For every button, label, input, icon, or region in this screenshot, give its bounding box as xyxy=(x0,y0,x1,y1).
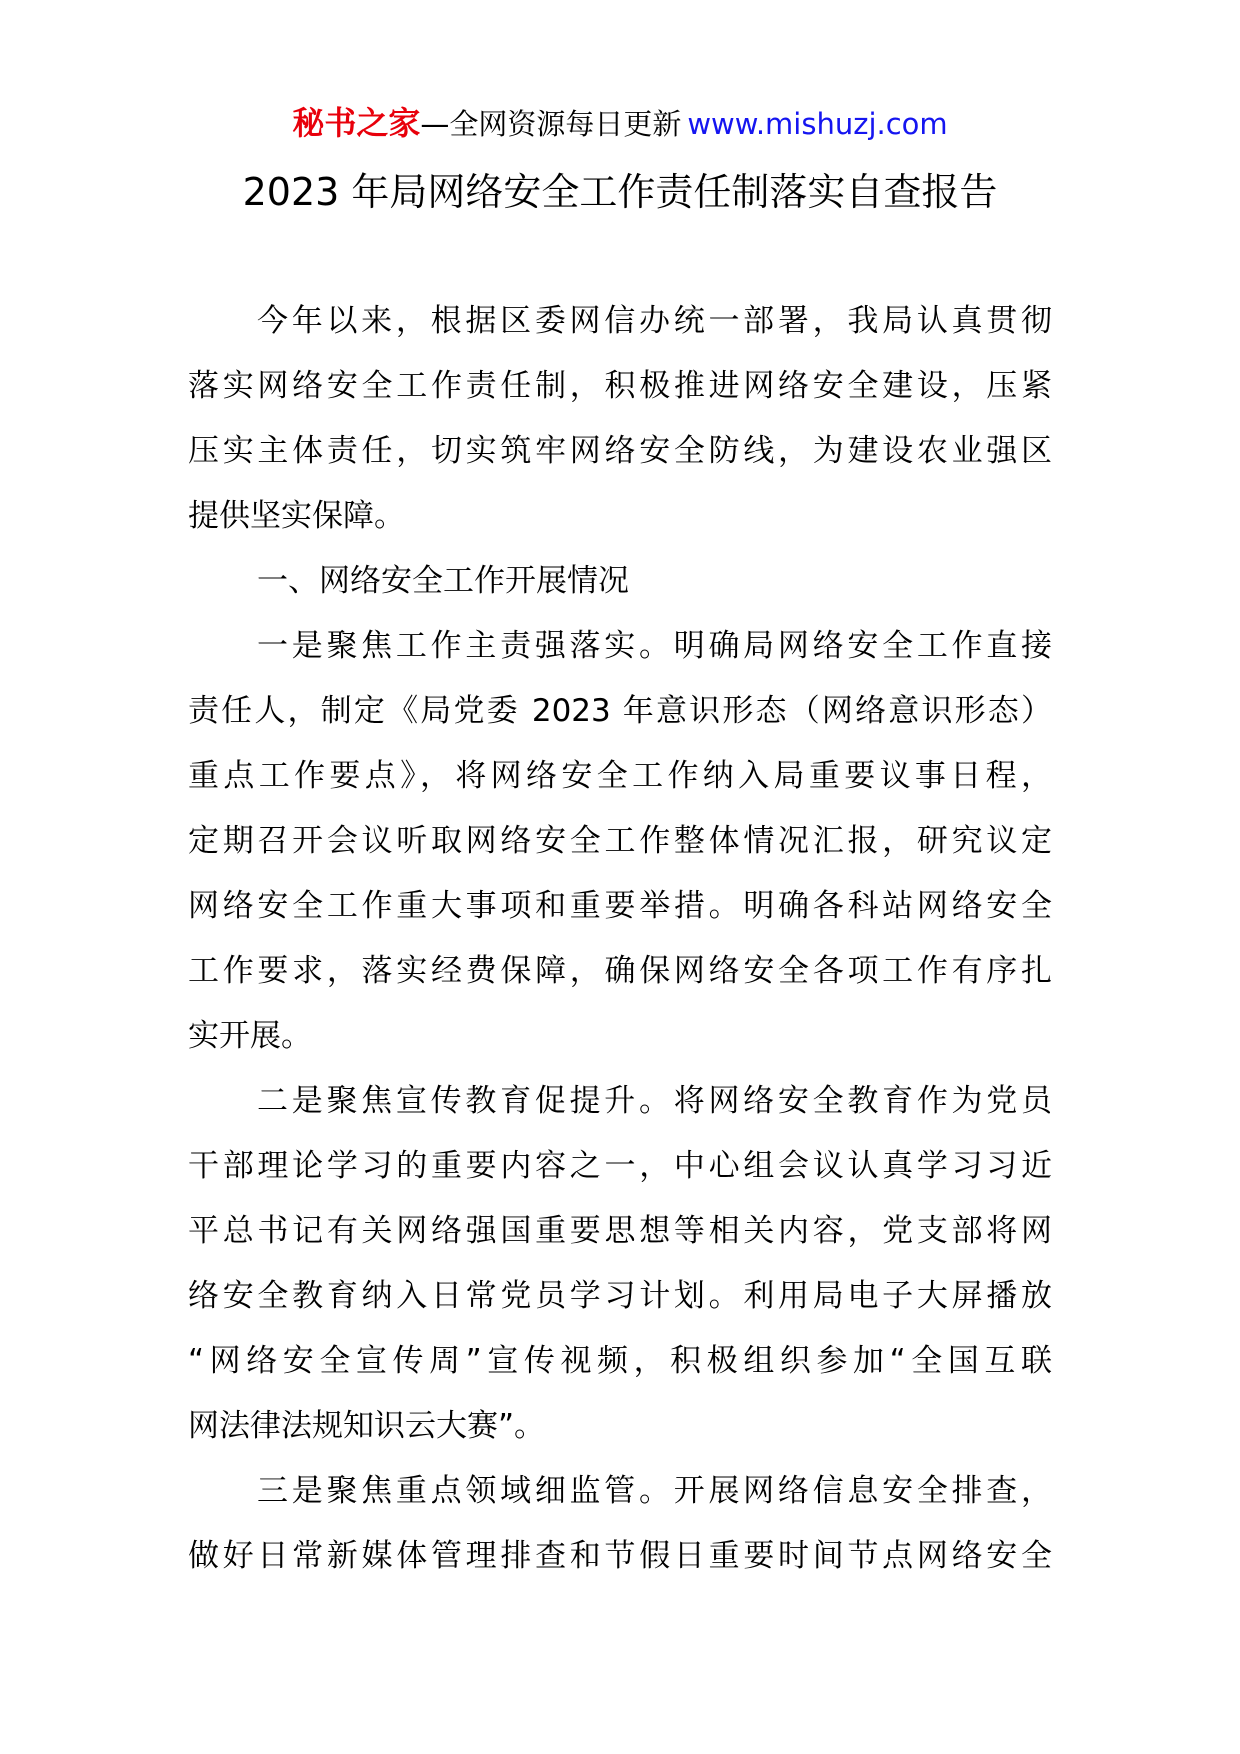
body-line: 提供坚实保障。 xyxy=(188,498,405,534)
intro-paragraph xyxy=(188,289,1052,549)
body-line: 二是聚焦宣传教育促提升。将网络安全教育作为党员 xyxy=(257,1083,1052,1119)
body-line: 工作要求，落实经费保障，确保网络安全各项工作有序扎 xyxy=(188,953,1052,989)
body-line: 落实网络安全工作责任制，积极推进网络安全建设，压紧 xyxy=(188,368,1052,404)
item-paragraph-3 xyxy=(188,1459,1052,1589)
body-line: 定期召开会议听取网络安全工作整体情况汇报，研究议定 xyxy=(188,823,1052,859)
body-line: 干部理论学习的重要内容之一，中心组会议认真学习习近 xyxy=(188,1148,1052,1184)
body-line: 做好日常新媒体管理排查和节假日重要时间节点网络安全 xyxy=(188,1538,1052,1574)
body-line: “网络安全宣传周”宣传视频，积极组织参加“全国互联 xyxy=(188,1343,1052,1379)
body-line: 责任人，制定《局党委 2023 年意识形态（网络意识形态） xyxy=(188,693,1052,729)
body-line: 实开展。 xyxy=(188,1018,312,1054)
body-line: 今年以来，根据区委网信办统一部署，我局认真贯彻 xyxy=(257,303,1052,339)
site-header xyxy=(0,101,1240,145)
site-url: www.mishuzj.com xyxy=(687,107,948,141)
body-line: 一是聚焦工作主责强落实。明确局网络安全工作直接 xyxy=(257,628,1052,664)
body-line: 网法律法规知识云大赛”。 xyxy=(188,1408,546,1444)
section-heading: 一、网络安全工作开展情况 xyxy=(257,563,629,599)
body-line: 重点工作要点》，将网络安全工作纳入局重要议事日程， xyxy=(188,758,1052,794)
item-paragraph-2 xyxy=(188,1069,1052,1459)
document-title: 2023 年局网络安全工作责任制落实自查报告 xyxy=(242,170,998,214)
site-brand: 秘书之家 xyxy=(292,104,421,142)
body-line: 网络安全工作重大事项和重要举措。明确各科站网络安全 xyxy=(188,888,1052,924)
site-tagline: —全网资源每日更新 xyxy=(420,107,682,141)
document-body xyxy=(188,289,1052,1589)
item-paragraph-1 xyxy=(188,614,1052,1069)
body-line: 络安全教育纳入日常党员学习计划。利用局电子大屏播放 xyxy=(188,1278,1052,1314)
body-line: 压实主体责任，切实筑牢网络安全防线，为建设农业强区 xyxy=(188,433,1052,469)
body-line: 平总书记有关网络强国重要思想等相关内容，党支部将网 xyxy=(188,1213,1052,1249)
body-line: 三是聚焦重点领域细监管。开展网络信息安全排查， xyxy=(257,1473,1052,1509)
